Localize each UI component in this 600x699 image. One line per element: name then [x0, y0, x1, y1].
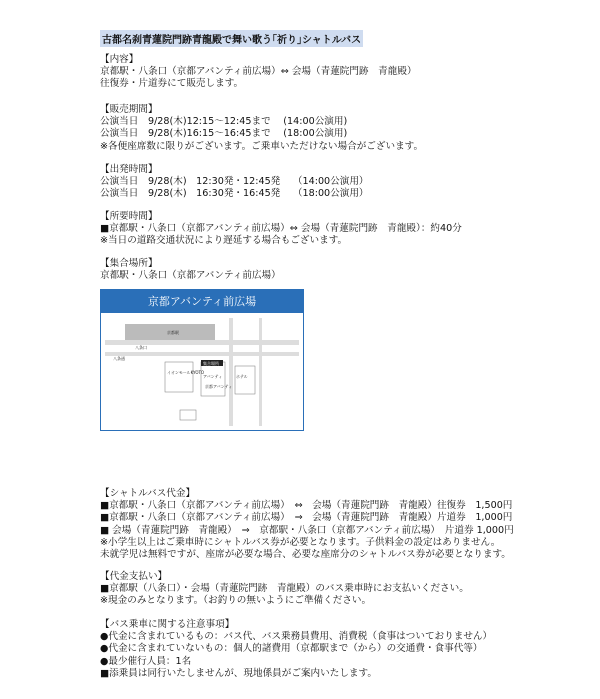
text-line: ※各便座席数に限りがございます。ご乗車いただけない場合がございます。: [100, 140, 424, 152]
section-heading: 【バス乗車に関する注意事項】: [100, 619, 235, 630]
section-heading: 【販売期間】: [100, 104, 158, 115]
map-label: ホテル: [236, 374, 248, 379]
section-heading: 【内容】: [100, 54, 139, 65]
text-line: 京都駅・八条口（京都アバンティ前広場）⇔ 会場（青蓮院門跡 青龍殿）: [100, 66, 417, 78]
text-line: ■京都駅・八条口（京都アバンティ前広場） ⇒ 会場（青蓮院門跡 青龍殿）片道券 1,000円: [100, 512, 513, 524]
text-line: ●代金に含まれているもの：バス代、バス乗務員費用、消費税（食事はついておりません）: [100, 631, 493, 643]
road: [229, 318, 233, 426]
content-section: [100, 54, 560, 91]
meeting-map: [100, 289, 304, 431]
payment-section: [100, 571, 560, 608]
text-line: ■京都駅・八条口（京都アバンティ前広場） ⇔ 会場（青蓮院門跡 青龍殿）往復券 1,500円: [100, 500, 513, 512]
text-line: ■京都駅（八条口）・会場（青蓮院門跡 青龍殿）のバス乗車時にお支払いください。: [100, 583, 469, 595]
document-title: 古都名刹青蓮院門跡青龍殿で舞い歌う｢祈り｣シャトルバス: [100, 30, 363, 47]
text-line: 公演当日 9/28(木) 12:30発・12:45発 （14:00公演用）: [100, 176, 369, 188]
text-line: ●代金に含まれていないもの：個人的諸費用（京都駅まで（から）の交通費・食事代等）: [100, 643, 483, 655]
text-line: ■京都駅・八条口（京都アバンティ前広場）⇔ 会場（青蓮院門跡 青龍殿）：約40分: [100, 223, 462, 235]
notes-section: [100, 619, 560, 680]
map-drawing: [105, 318, 299, 426]
map-label: 京都アバンティ: [205, 384, 233, 389]
duration-section: [100, 211, 560, 248]
text-line: ●最少催行人員：1名: [100, 655, 192, 667]
text-line: 往復券・片道券にて販売します。: [100, 78, 244, 90]
section-heading: 【所要時間】: [100, 211, 158, 222]
section-heading: 【出発時間】: [100, 164, 158, 175]
map-label: イオンモールKYOTO: [167, 370, 205, 375]
text-line: 公演当日 9/28(木)16:15～16:45まで (18:00公演用): [100, 128, 348, 140]
road: [105, 352, 299, 356]
map-label: 八条通: [113, 356, 125, 361]
map-label: アバンティ: [203, 374, 223, 379]
map-label: 京都駅: [167, 330, 179, 335]
sales-section: [100, 104, 560, 153]
text-line: ■ 会場（青蓮院門跡 青龍殿） ⇒ 京都駅・八条口（京都アバンティ前広場） 片道券 1,000円: [100, 524, 514, 536]
text-line: 未就学児は無料ですが、座席が必要な場合、必要な座席分のシャトルバス券が必要となります。: [100, 549, 511, 561]
meeting-section: [100, 258, 560, 282]
text-line: ※小学生以上はご乗車時にシャトルバス券が必要となります。子供料金の設定はありません。: [100, 536, 501, 548]
text-line: 公演当日 9/28(木) 16:30発・16:45発 （18:00公演用）: [100, 188, 369, 200]
section-heading: 【集合場所】: [100, 258, 158, 269]
map-label: 集合場所: [203, 361, 219, 366]
text-line: 公演当日 9/28(木)12:15～12:45まで (14:00公演用): [100, 116, 348, 128]
departure-section: [100, 164, 560, 201]
section-heading: 【代金支払い】: [100, 571, 168, 582]
section-heading: 【シャトルバス代金】: [100, 488, 196, 499]
road: [259, 318, 262, 426]
text-line: ※現金のみとなります。（お釣りの無いようにご準備ください。: [100, 595, 372, 607]
text-line: 京都駅・八条口（京都アバンティ前広場）: [100, 270, 281, 282]
fare-section: [100, 488, 560, 561]
text-line: ※当日の道路交通状況により遅延する場合もございます。: [100, 235, 348, 247]
text-line: ■添乗員は同行いたしませんが、現地係員がご案内いたします。: [100, 667, 377, 679]
map-label: 八条口: [135, 345, 147, 350]
map-header: 京都アバンティ前広場: [101, 290, 303, 313]
